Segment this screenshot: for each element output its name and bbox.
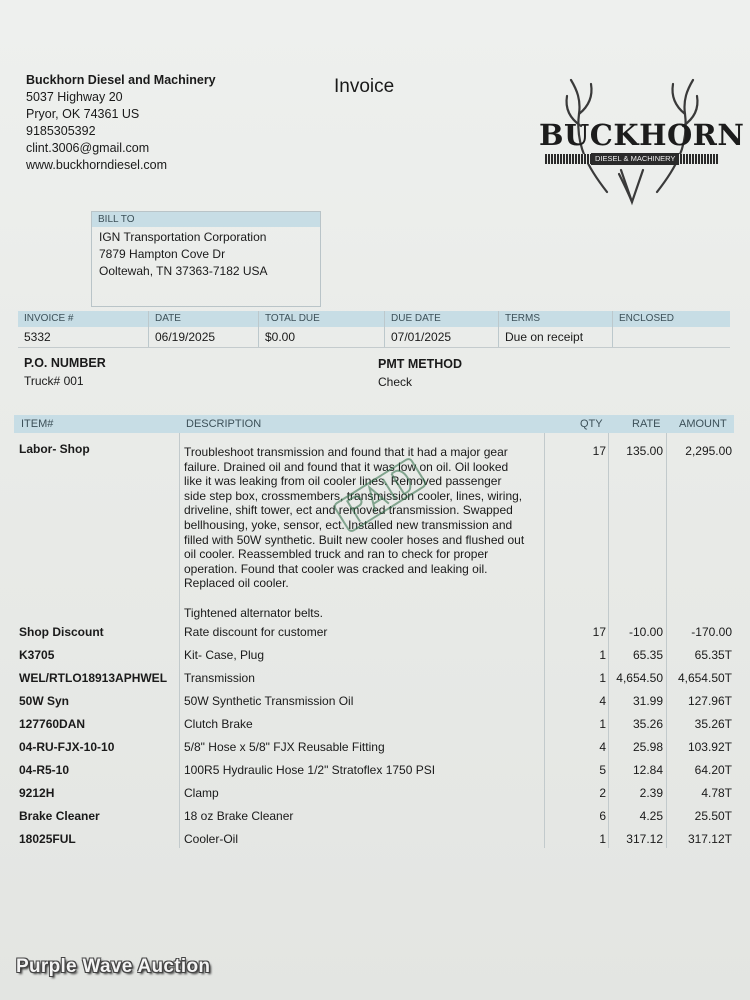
invoice-number-value: 5332 — [24, 330, 51, 344]
item-code: 04-R5-10 — [19, 763, 70, 777]
item-description: Clutch Brake — [184, 717, 253, 731]
logo-wordmark: BUCKHORN — [539, 118, 745, 152]
enclosed-value — [612, 327, 730, 347]
line-items-header-row — [14, 415, 734, 433]
column-divider — [179, 433, 180, 848]
item-code: WEL/RTLO18913APHWEL — [19, 671, 168, 685]
due-date-header: DUE DATE — [384, 311, 498, 327]
labor-amount: 2,295.00 — [685, 444, 732, 458]
bill-to-line-1: IGN Transportation Corporation — [99, 230, 267, 244]
company-address-1: 5037 Highway 20 — [26, 90, 123, 104]
item-qty: 1 — [599, 648, 606, 662]
company-website: www.buckhorndiesel.com — [26, 158, 168, 172]
labor-description-line: bellhousing, yoke, sensor, ect. Installed new transmission and — [184, 517, 513, 532]
item-description: Transmission — [184, 671, 255, 685]
invoice-info-table — [18, 311, 730, 348]
item-rate: 35.26 — [632, 717, 663, 731]
item-qty: 1 — [599, 671, 606, 685]
qty-column-header: QTY — [580, 418, 603, 430]
purple-wave-watermark: Purple Wave Auction — [16, 956, 211, 977]
labor-description-line: like it was leaking from oil cooler lines. Removed passenger — [184, 474, 502, 489]
item-description: 100R5 Hydraulic Hose 1/2" Stratoflex 1750 PSI — [184, 763, 436, 777]
item-qty: 1 — [599, 717, 606, 731]
item-qty: 2 — [599, 786, 606, 800]
total-due-value: $0.00 — [258, 327, 384, 347]
item-qty: 1 — [599, 832, 606, 846]
item-code: 9212H — [19, 786, 55, 800]
amount-column-header: AMOUNT — [679, 418, 727, 430]
item-rate: 4,654.50 — [616, 671, 663, 685]
document-title: Invoice — [334, 76, 395, 97]
labor-rate: 135.00 — [626, 444, 663, 458]
date-value: 06/19/2025 — [148, 327, 258, 347]
item-code: K3705 — [19, 648, 55, 662]
company-phone: 9185305392 — [26, 124, 96, 138]
description-column-header: DESCRIPTION — [186, 418, 262, 430]
terms-value: Due on receipt — [498, 327, 612, 347]
item-code: 04-RU-FJX-10-10 — [19, 740, 115, 754]
item-description: Cooler-Oil — [184, 832, 239, 846]
item-qty: 6 — [599, 809, 606, 823]
item-rate: 12.84 — [632, 763, 663, 777]
item-qty: 4 — [599, 740, 606, 754]
item-rate: 317.12 — [626, 832, 663, 846]
item-description: 5/8" Hose x 5/8" FJX Reusable Fitting — [184, 740, 385, 754]
bill-to-line-3: Ooltewah, TN 37363-7182 USA — [99, 264, 268, 278]
company-address-2: Pryor, OK 74361 US — [26, 107, 140, 121]
bill-to-label: BILL TO — [92, 212, 320, 227]
buckhorn-logo — [537, 74, 745, 208]
labor-description-line — [184, 591, 554, 606]
labor-description-line: Tightened alternator belts. — [184, 605, 323, 620]
item-qty: 5 — [599, 763, 606, 777]
bill-to-box — [91, 211, 321, 307]
payment-method-value: Check — [378, 375, 413, 389]
invoice-info-header-row — [18, 311, 730, 327]
item-rate: -10.00 — [628, 625, 663, 639]
labor-description-line: driveline, shift tower, ect and removed transmission. Swapped — [184, 503, 513, 518]
item-amount: 317.12T — [687, 832, 732, 846]
bill-to-line-2: 7879 Hampton Cove Dr — [99, 247, 226, 261]
item-code: 18025FUL — [19, 832, 76, 846]
labor-description-line: filled with 50W synthetic. Built new cooler hoses and flushed out — [184, 532, 525, 547]
labor-description-line: Troubleshoot transmission and found that it had a major gear — [184, 445, 508, 459]
item-amount: 127.96T — [687, 694, 732, 708]
item-qty: 17 — [592, 625, 606, 639]
item-code: Shop Discount — [19, 625, 104, 639]
date-header: DATE — [148, 311, 258, 327]
labor-description-line: operation. Found that cooler was cracked and leaking oil. — [184, 561, 488, 576]
paid-stamp-icon — [305, 445, 455, 545]
company-name: Buckhorn Diesel and Machinery — [26, 73, 216, 87]
item-amount: 25.50T — [694, 809, 732, 823]
po-number-value: Truck# 001 — [24, 374, 84, 388]
item-description: Clamp — [184, 786, 219, 800]
item-amount: 103.92T — [687, 740, 732, 754]
logo-subtitle-band — [545, 154, 719, 164]
item-qty: 4 — [599, 694, 606, 708]
item-rate: 2.39 — [639, 786, 663, 800]
item-description: 18 oz Brake Cleaner — [184, 809, 294, 823]
item-rate: 31.99 — [632, 694, 663, 708]
po-number-label: P.O. NUMBER — [24, 356, 106, 370]
item-code: Brake Cleaner — [19, 809, 100, 823]
invoice-info-value-row — [18, 327, 730, 348]
company-email: clint.3006@gmail.com — [26, 141, 150, 155]
item-amount: -170.00 — [691, 625, 732, 639]
item-description: 50W Synthetic Transmission Oil — [184, 694, 354, 708]
item-amount: 64.20T — [694, 763, 732, 777]
due-date-value: 07/01/2025 — [384, 327, 498, 347]
labor-qty: 17 — [592, 444, 606, 458]
item-rate: 4.25 — [639, 809, 663, 823]
item-code: 50W Syn — [19, 694, 70, 708]
logo-subtitle: DIESEL & MACHINERY — [591, 153, 679, 165]
item-column-header: ITEM# — [21, 418, 54, 430]
item-code: 127760DAN — [19, 717, 86, 731]
item-rate: 65.35 — [632, 648, 663, 662]
column-divider — [608, 433, 609, 848]
labor-item-code: Labor- Shop — [19, 442, 90, 456]
item-amount: 4.78T — [701, 786, 732, 800]
labor-description-line: failure. Drained oil and found that it was low on oil. Oil looked — [184, 459, 509, 474]
item-description: Kit- Case, Plug — [184, 648, 265, 662]
labor-description-line: side step box, crossmembers, transmission cooler, lines, wiring, — [184, 488, 523, 503]
item-amount: 35.26T — [694, 717, 732, 731]
total-due-header: TOTAL DUE — [258, 311, 384, 327]
item-description: Rate discount for customer — [184, 625, 328, 639]
bill-to-address — [92, 227, 320, 282]
terms-header: TERMS — [498, 311, 612, 327]
labor-description-line: Replaced oil cooler. — [184, 576, 289, 591]
item-amount: 65.35T — [694, 648, 732, 662]
item-amount: 4,654.50T — [677, 671, 732, 685]
item-rate: 25.98 — [632, 740, 663, 754]
rate-column-header: RATE — [632, 418, 661, 430]
labor-description-line: oil cooler. Reassembled truck and ran to check for proper — [184, 547, 489, 562]
company-block — [26, 72, 216, 174]
invoice-number-header: INVOICE # — [24, 313, 74, 324]
enclosed-header: ENCLOSED — [612, 311, 730, 327]
payment-method-label: PMT METHOD — [378, 357, 463, 371]
